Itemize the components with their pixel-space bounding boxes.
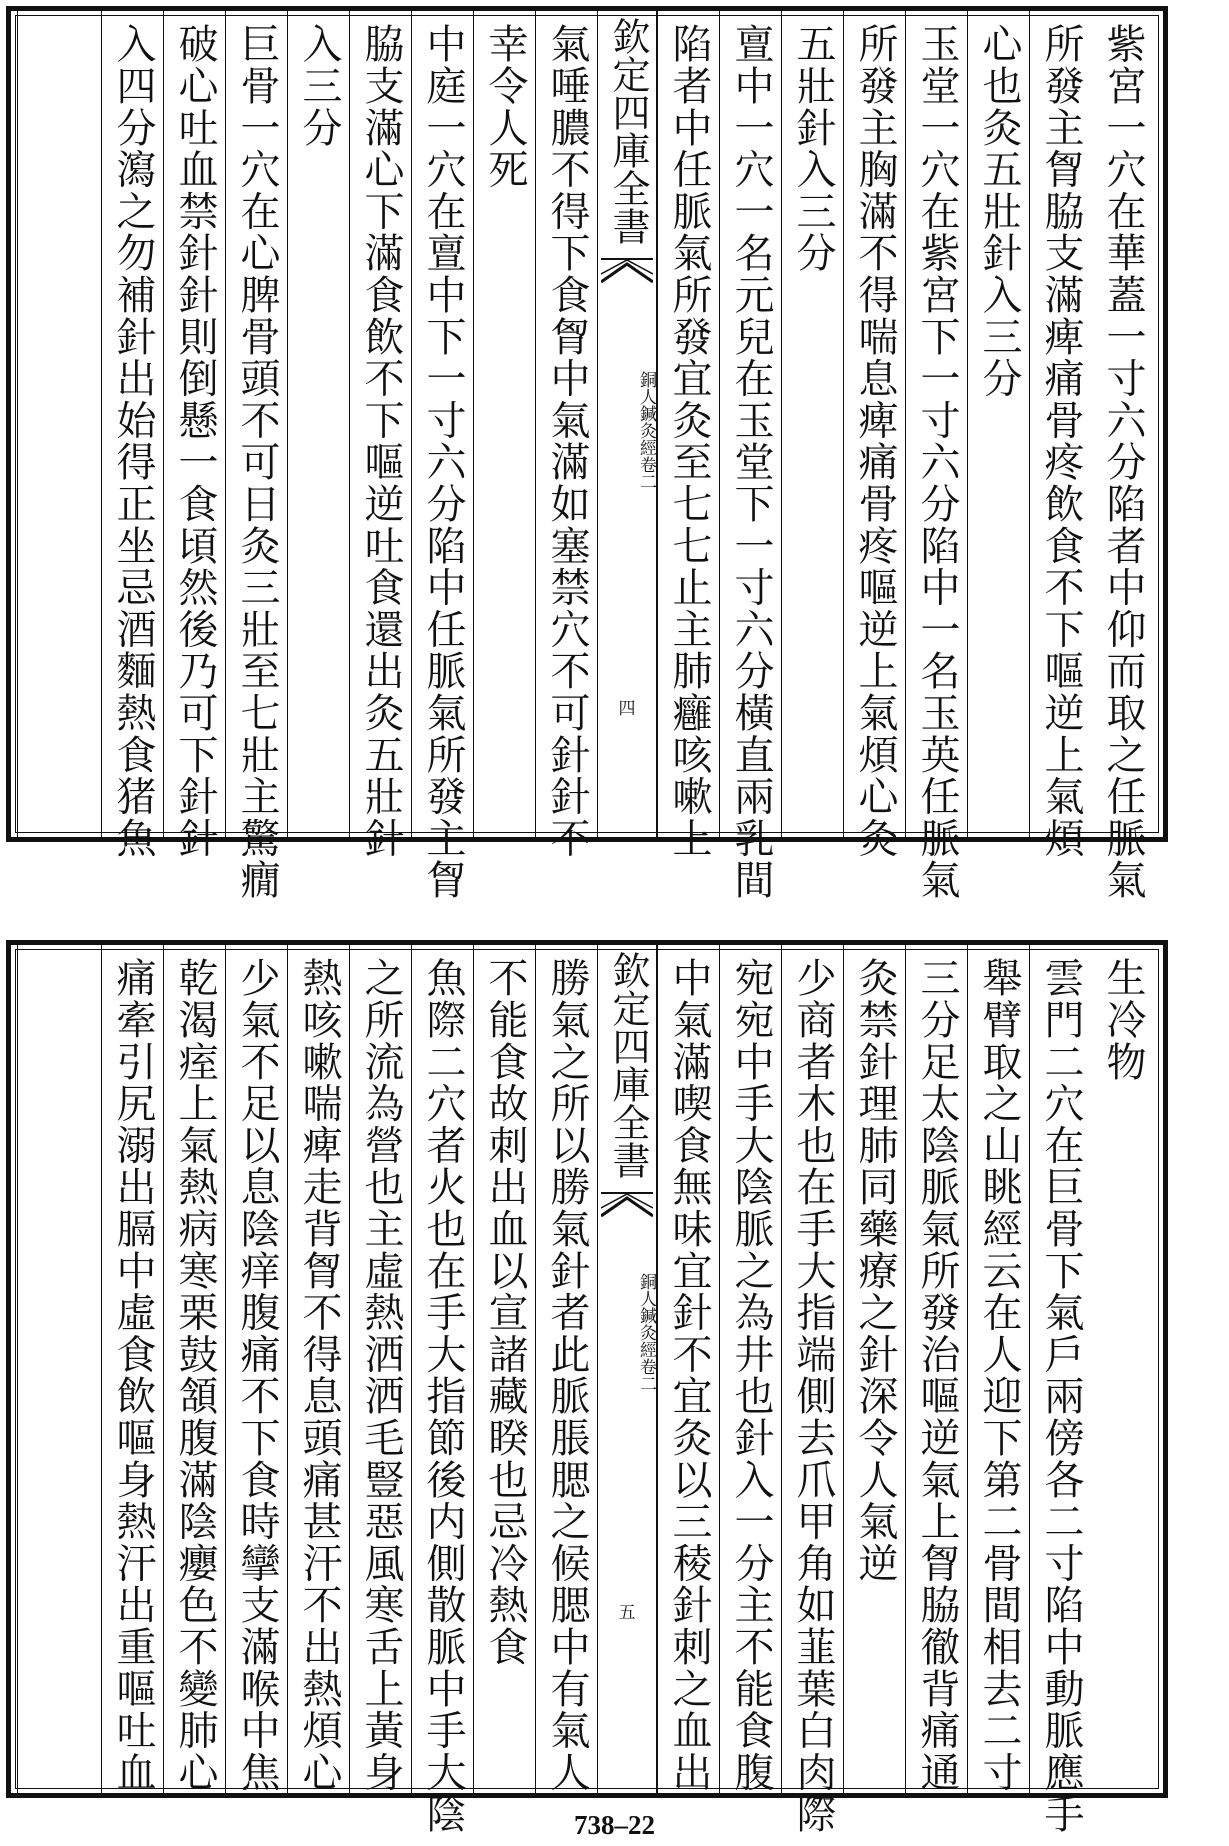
column-text: 五壯針入三分 [790, 23, 836, 274]
text-column [657, 945, 719, 1793]
column-text: 雲門二穴在巨骨下氣戶兩傍各二寸陷中動脈應手 [1038, 957, 1084, 1835]
page-number: 五 [618, 1603, 636, 1623]
text-column [719, 945, 781, 1793]
blank-column [17, 945, 101, 1793]
text-column [843, 11, 905, 859]
column-text: 少商者木也在手大指端側去爪甲角如韮葉白肉際 [790, 957, 836, 1835]
column-text: 生冷物 [1100, 957, 1146, 1083]
text-column [1091, 945, 1153, 1793]
volume-number: 卷二 [636, 1358, 656, 1392]
column-text: 勝氣之所以勝氣針者此脈脹腮之候腮中有氣人 [544, 957, 590, 1793]
column-text: 所發主胸滿不得喘息痺痛骨疼嘔逆上氣煩心灸 [852, 23, 898, 859]
text-column [1091, 11, 1153, 901]
text-column [101, 11, 163, 859]
column-text: 灸禁針理肺同藥療之針深令人氣逆 [852, 957, 898, 1584]
column-text: 心也灸五壯針入三分 [976, 23, 1022, 400]
text-column [349, 945, 411, 1793]
page-four [6, 6, 1168, 901]
column-text: 亶中一穴一名元兒在玉堂下一寸六分橫直兩乳間 [728, 23, 774, 901]
text-column [473, 11, 535, 837]
text-column [163, 11, 225, 859]
text-column [905, 11, 967, 901]
text-column [349, 11, 411, 859]
fish-tail-mark [601, 1192, 653, 1220]
column-text: 入三分 [296, 23, 342, 149]
column-text: 痛牽引尻溺出膈中虛食飲嘔身熱汗出重嘔吐血 [110, 957, 156, 1793]
text-column [535, 945, 597, 1793]
column-text: 熱咳嗽喘痺走背胷不得息頭痛甚汗不出熱煩心 [296, 957, 342, 1793]
column-text: 不能食故刺出血以宣諸藏睽也忌冷熱食 [482, 957, 528, 1668]
text-column [1029, 11, 1091, 859]
text-column [163, 945, 225, 1793]
volume-label [598, 1273, 656, 1392]
column-text: 舉臂取之山眺經云在人迎下第二骨間相去二寸 [976, 957, 1022, 1793]
volume-label [598, 371, 656, 490]
column-text: 中庭一穴在亶中下一寸六分陷中任脈氣所發主胷 [420, 23, 466, 901]
volume-title: 銅人鍼灸經 [636, 371, 656, 456]
text-column [535, 11, 597, 859]
column-text: 魚際二穴者火也在手大指節後内側散脈中手大陰 [420, 957, 466, 1835]
fish-tail-mark [601, 258, 653, 286]
column-text: 入四分瀉之勿補針出始得正坐忌酒麵熱食猪魚 [110, 23, 156, 859]
volume-title: 銅人鍼灸經 [636, 1273, 656, 1358]
center-gutter [597, 11, 657, 837]
text-column [411, 945, 473, 1835]
text-column [781, 11, 843, 837]
column-text: 所發主胷脇支滿痺痛骨疼飲食不下嘔逆上氣煩 [1038, 23, 1084, 859]
column-text: 巨骨一穴在心脾骨頭不可日灸三壯至七壯主驚癇 [234, 23, 280, 901]
book-title: 欽定四庫全書 [606, 17, 650, 245]
text-column [411, 11, 473, 901]
text-column [905, 945, 967, 1793]
page-number: 四 [618, 699, 636, 719]
column-text: 玉堂一穴在紫宮下一寸六分陷中一名玉英任脈氣 [914, 23, 960, 901]
text-column [225, 945, 287, 1793]
text-column [843, 945, 905, 1793]
column-text: 紫宮一穴在華蓋一寸六分陷者中仰而取之任脈氣 [1100, 23, 1146, 901]
page-footer-number: 738–22 [574, 1810, 655, 1840]
column-text: 之所流為營也主虛熱洒洒毛豎惡風寒舌上黃身 [358, 957, 404, 1793]
text-column [967, 11, 1029, 837]
text-column [225, 11, 287, 901]
volume-number: 卷二 [636, 456, 656, 490]
text-column [1029, 945, 1091, 1835]
column-text: 少氣不足以息陰痒腹痛不下食時攣支滿喉中焦 [234, 957, 280, 1793]
column-text: 幸令人死 [482, 23, 528, 191]
center-gutter [597, 945, 657, 1793]
book-title: 欽定四庫全書 [606, 951, 650, 1179]
column-text: 中氣滿喫食無味宜針不宜灸以三稜針刺之血出 [666, 957, 712, 1793]
column-text: 脇支滿心下滿食飲不下嘔逆吐食還出灸五壯針 [358, 23, 404, 859]
column-text: 破心吐血禁針針則倒懸一食頃然後乃可下針針 [172, 23, 218, 859]
text-column [781, 945, 843, 1835]
text-column [287, 945, 349, 1793]
column-text: 乾渴痓上氣熱病寒栗鼓頷腹滿陰癭色不變肺心 [172, 957, 218, 1793]
text-column [101, 945, 163, 1793]
column-text: 三分足太陰脈氣所發治嘔逆氣上胷脇徹背痛通 [914, 957, 960, 1793]
blank-column [17, 11, 101, 837]
text-column [657, 11, 719, 859]
text-column [719, 11, 781, 901]
column-text: 宛宛中手大陰脈之為井也針入一分主不能食腹 [728, 957, 774, 1793]
column-text: 陷者中任脈氣所發宜灸至七七止主肺癰咳嗽上 [666, 23, 712, 859]
text-column [967, 945, 1029, 1793]
column-text: 氣唾膿不得下食胷中氣滿如塞禁穴不可針針不 [544, 23, 590, 859]
text-column [473, 945, 535, 1793]
text-column [287, 11, 349, 837]
